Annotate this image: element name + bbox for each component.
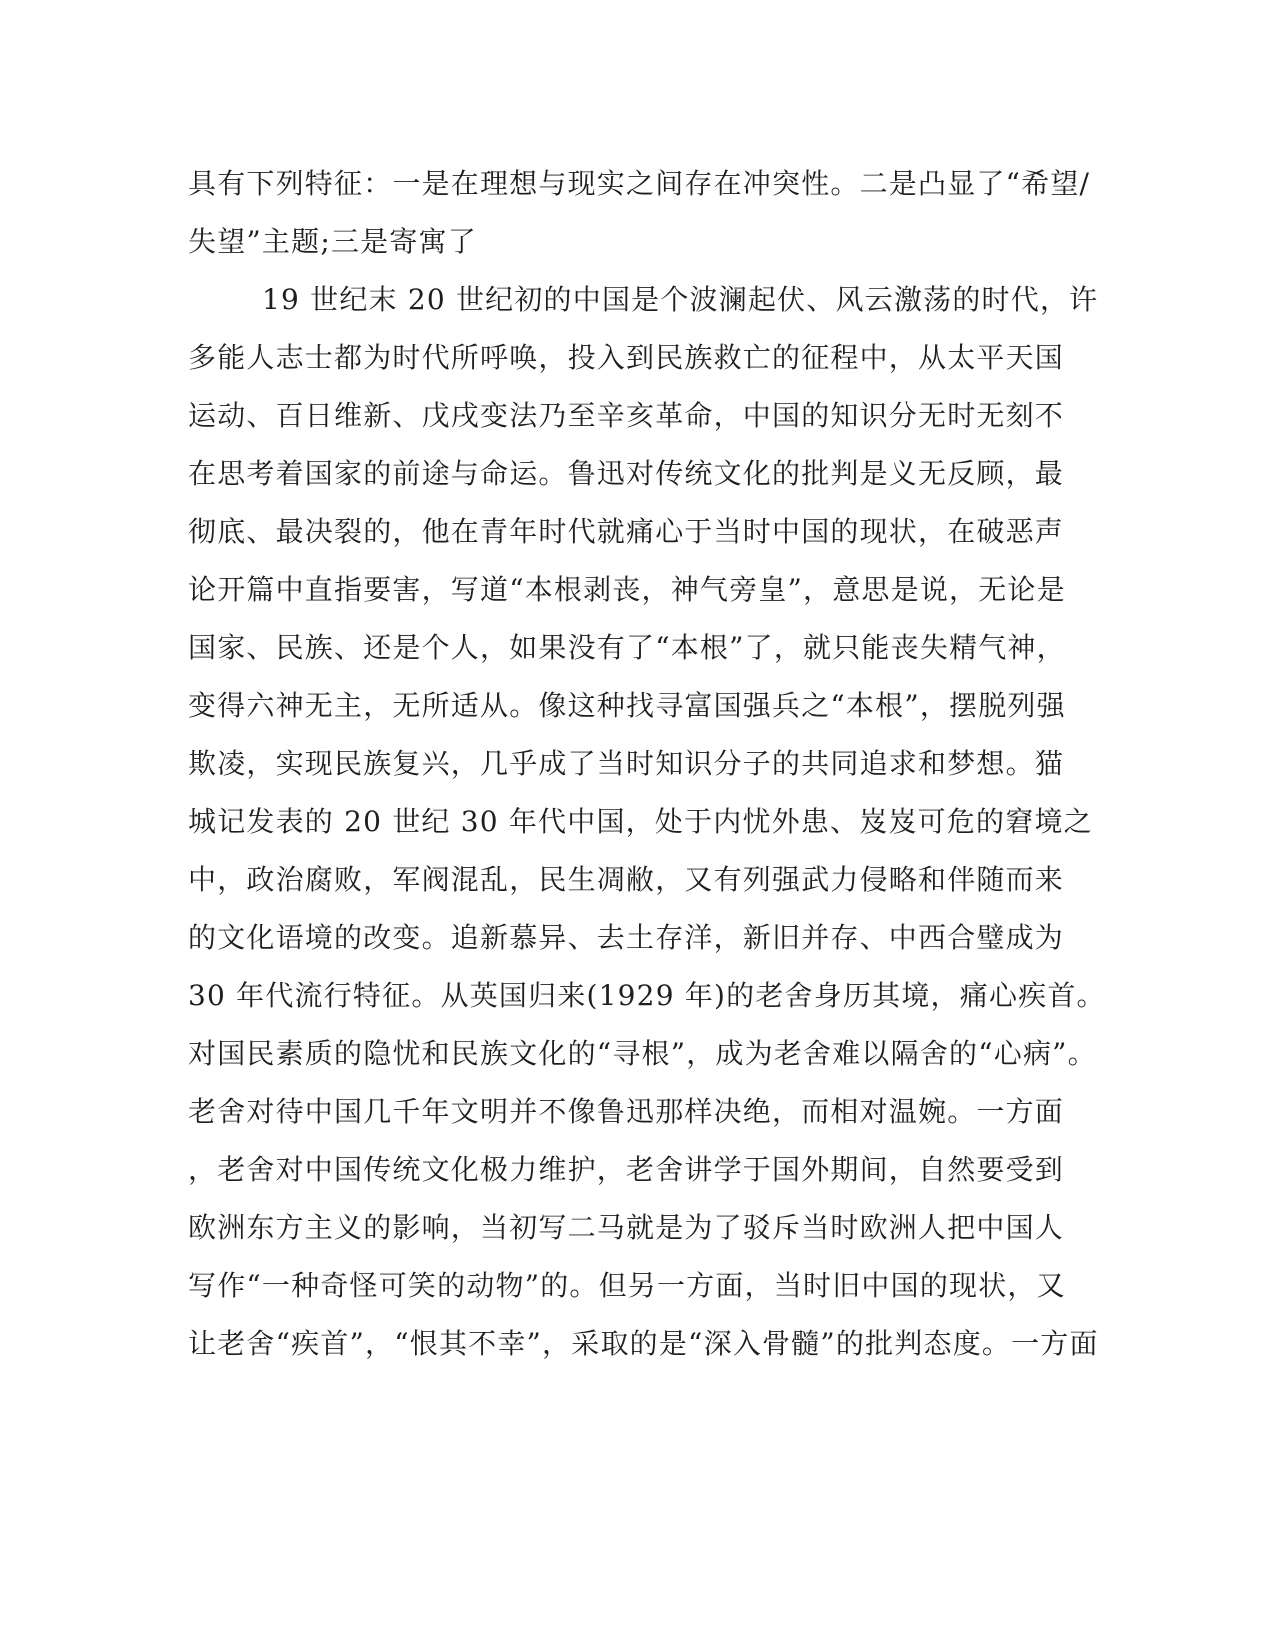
text-line: 论开篇中直指要害，写道“本根剥丧，神气旁皇”，意思是说，无论是 [188, 573, 1066, 606]
text-line: 城记发表的 20 世纪 30 年代中国，处于内忧外患、岌岌可危的窘境之 [188, 805, 1093, 838]
text-line: 30 年代流行特征。从英国归来(1929 年)的老舍身历其境，痛心疾首。 [188, 979, 1106, 1012]
text-line: 在思考着国家的前途与命运。鲁迅对传统文化的批判是义无反顾，最 [188, 457, 1065, 490]
text-line: 对国民素质的隐忧和民族文化的“寻根”，成为老舍难以隔舍的“心病”。 [188, 1037, 1097, 1070]
text-line: 欺凌，实现民族复兴，几乎成了当时知识分子的共同追求和梦想。猫 [188, 747, 1065, 780]
text-line: 中，政治腐败，军阀混乱，民生凋敝，又有列强武力侵略和伴随而来 [188, 863, 1065, 896]
text-line: 变得六神无主，无所适从。像这种找寻富国强兵之“本根”，摆脱列强 [188, 689, 1066, 722]
text-line: 失望”主题;三是寄寓了 [188, 225, 477, 258]
text-line: 欧洲东方主义的影响，当初写二马就是为了驳斥当时欧洲人把中国人 [188, 1211, 1065, 1244]
text-line: 老舍对待中国几千年文明并不像鲁迅那样决绝，而相对温婉。一方面 [188, 1095, 1065, 1128]
paragraph-first-line: 19 世纪末 20 世纪初的中国是个波澜起伏、风云激荡的时代，许 [262, 283, 1099, 316]
text-line: 让老舍“疾首”，“恨其不幸”，采取的是“深入骨髓”的批判态度。一方面 [188, 1327, 1099, 1360]
text-line: 具有下列特征：一是在理想与现实之间存在冲突性。二是凸显了“希望/ [188, 167, 1091, 200]
text-line: 的文化语境的改变。追新慕异、去土存洋，新旧并存、中西合璧成为 [188, 921, 1065, 954]
text-line: 彻底、最决裂的，他在青年时代就痛心于当时中国的现状，在破恶声 [188, 515, 1065, 548]
text-line: ，老舍对中国传统文化极力维护，老舍讲学于国外期间，自然要受到 [188, 1153, 1065, 1186]
text-line: 运动、百日维新、戊戌变法乃至辛亥革命，中国的知识分无时无刻不 [188, 399, 1065, 432]
text-line: 国家、民族、还是个人，如果没有了“本根”了，就只能丧失精气神， [188, 631, 1066, 664]
text-line: 多能人志士都为时代所呼唤，投入到民族救亡的征程中，从太平天国 [188, 341, 1065, 374]
text-line: 写作“一种奇怪可笑的动物”的。但另一方面，当时旧中国的现状，又 [188, 1269, 1066, 1302]
